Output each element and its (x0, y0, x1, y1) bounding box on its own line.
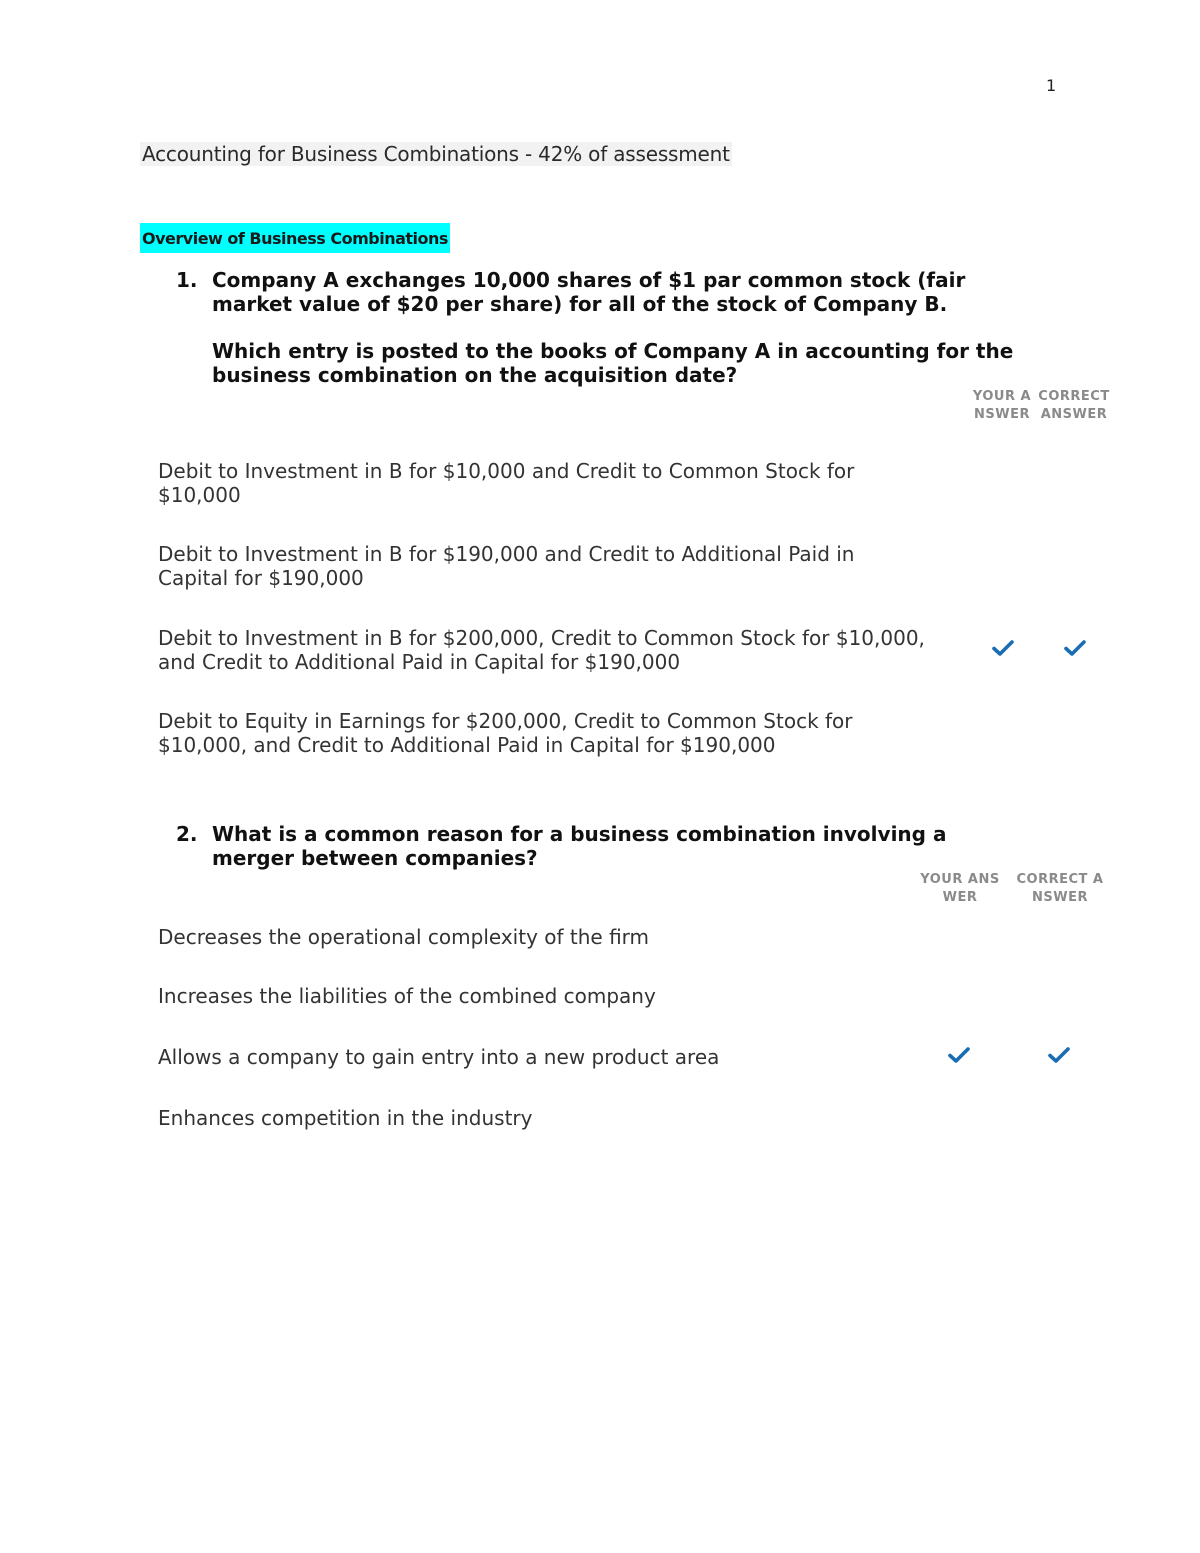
page-number: 1 (1046, 76, 1057, 95)
answer-option: Debit to Investment in B for $10,000 and Credit to Common Stock for $10,000 (158, 459, 855, 507)
section-heading: Overview of Business Combinations (140, 223, 450, 253)
answer-option: Decreases the operational complexity of the firm (158, 925, 650, 949)
checkmark-icon (992, 640, 1014, 656)
answer-option: Debit to Investment in B for $190,000 and Credit to Additional Paid in Capital for $190,000 (158, 542, 855, 590)
answer-option: Allows a company to gain entry into a new product area (158, 1045, 720, 1069)
answer-option: Debit to Equity in Earnings for $200,000, Credit to Common Stock for $10,000, and Credit to Additional Paid in Capital for $190,000 (158, 709, 853, 757)
question-text: What is a common reason for a business combination involving a merger between companies? (212, 822, 947, 870)
checkmark-icon (948, 1047, 970, 1063)
correct-answer-column-header: CORRECT ANSWER (1038, 389, 1110, 422)
question-text: Company A exchanges 10,000 shares of $1 par common stock (fair market value of $20 per share) for all of the stock of Company B. (212, 268, 966, 316)
document-title: Accounting for Business Combinations - 42% of assessment (142, 142, 730, 166)
correct-answer-column-header: CORRECT ANSWER (1016, 872, 1104, 905)
checkmark-icon (1048, 1047, 1070, 1063)
question-number: 2. (176, 822, 198, 846)
answer-option: Increases the liabilities of the combined company (158, 984, 656, 1008)
your-answer-column-header: YOUR ANSWER (920, 872, 1000, 905)
question-number: 1. (176, 268, 198, 292)
checkmark-icon (1064, 640, 1086, 656)
question-prompt: Which entry is posted to the books of Company A in accounting for the business combination on the acquisition date? (212, 339, 1014, 387)
answer-option: Debit to Investment in B for $200,000, Credit to Common Stock for $10,000, and Credit to Additional Paid in Capital for $190,000 (158, 626, 925, 674)
your-answer-column-header: YOUR ANSWER (972, 389, 1032, 422)
answer-option: Enhances competition in the industry (158, 1106, 533, 1130)
